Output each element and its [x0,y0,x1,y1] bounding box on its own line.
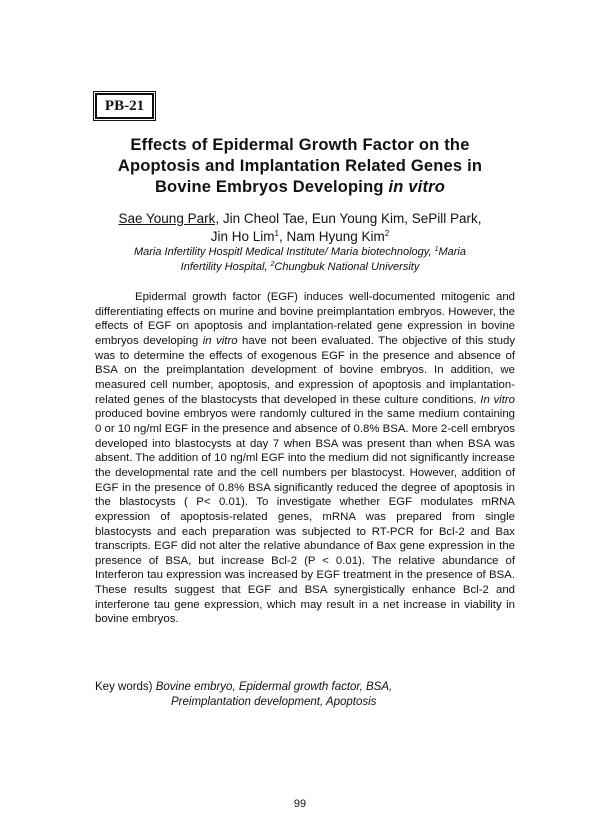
affiliation-maria: Maria [438,246,466,258]
affiliation-line-2 [70,260,530,275]
title-line-3-text: Bovine Embryos Developing [154,178,389,196]
abstract-code: PB-21 [104,98,145,114]
author-line-2 [60,228,540,246]
abstract-code-box [95,93,154,119]
title-line-3 [60,177,540,198]
author-superscript-1: 1 [274,229,279,238]
title-line-2: Apoptosis and Implantation Related Genes in [117,157,483,175]
affiliation-maria-institute: Maria Infertility Hospitl Medical Institute/ Maria biotechnology, [133,246,435,258]
affiliation-line-1 [70,245,530,260]
paper-title [60,135,540,198]
title-line-1: Effects of Epidermal Growth Factor on the [130,136,470,154]
author-superscript-2: 2 [384,229,390,238]
abstract-italic-2: In vitro [480,393,516,406]
page-number: 99 [293,798,307,810]
affiliations [70,245,530,275]
affiliation-superscript-1: 1 [434,246,439,253]
author-lim: Jin Ho Lim [210,229,275,244]
co-authors-line-1: Jin Cheol Tae, Eun Young Kim, SePill Park, [219,211,482,226]
affiliation-hospital: Infertility Hospital, [180,261,271,273]
author-list [60,210,540,246]
keywords-line-2: Preimplantation development, Apoptosis [171,696,377,708]
keywords [95,680,525,710]
abstract-part-2: have not been evaluated. The objective of this study was to determine the effects of exogenous EGF in the presence and absence of BSA on the preimplantation development of bovine embryos. In addition, we measured cell number, apoptosis, and expression of apoptosis and implantation-related genes of the blastocysts that developed in these culture conditions. [95,334,516,406]
abstract-part-3: produced bovine embryos were randomly cultured in the same medium containing 0 or 10 ng/ml EGF in the presence and absence of 0.8% BSA. More 2-cell embryos developed into blastocysts at day 7 when BSA was present than when BSA was absent. The addition of 10 ng/ml EGF into the medium did not significantly increase the developmental rate and the cell numbers per blastocyst. However, addition of EGF in the presence of 0.8% BSA significantly reduced the degree of apoptosis in the blastocysts ( P< 0.01). To investigate whether EGF modulates mRNA expression of apoptosis-related genes, mRNA was prepared from single blastocysts and each preparation was subjected to RT-PCR for Bcl-2 and Bax transcripts. EGF did not alter the relative abundance of Bax gene expression in the presence of BSA, but increase Bcl-2 (P < 0.01). The relative abundance of Interferon tau expression was increased by EGF treatment in the presence of BSA. These results suggest that EGF and BSA synergistically enhance Bcl-2 and interferone tau gene expression, which may result in a net increase in viability in bovine embryos. [95,408,515,626]
keywords-line-1: Bovine embryo, Epidermal growth factor, BSA, [155,681,393,693]
abstract-body [95,290,515,627]
affiliation-chungbuk: Chungbuk National University [274,261,420,273]
keywords-label: Key words) [95,681,156,693]
title-italic-in-vitro: in vitro [388,178,446,196]
affiliation-superscript-2: 2 [270,261,275,268]
presenting-author: Sae Young Park, [118,211,220,226]
author-kim: , Nam Hyung Kim [279,229,385,244]
abstract-italic-1: in vitro [202,334,238,347]
abstract-part-1: Epidermal growth factor (EGF) induces well-documented mitogenic and differentiating effects on murine and bovine preimplantation embryos. However, the effects of EGF on apoptosis and implantation-related gene expression in bovine embryos developing [95,291,515,347]
author-line-1 [60,210,540,228]
